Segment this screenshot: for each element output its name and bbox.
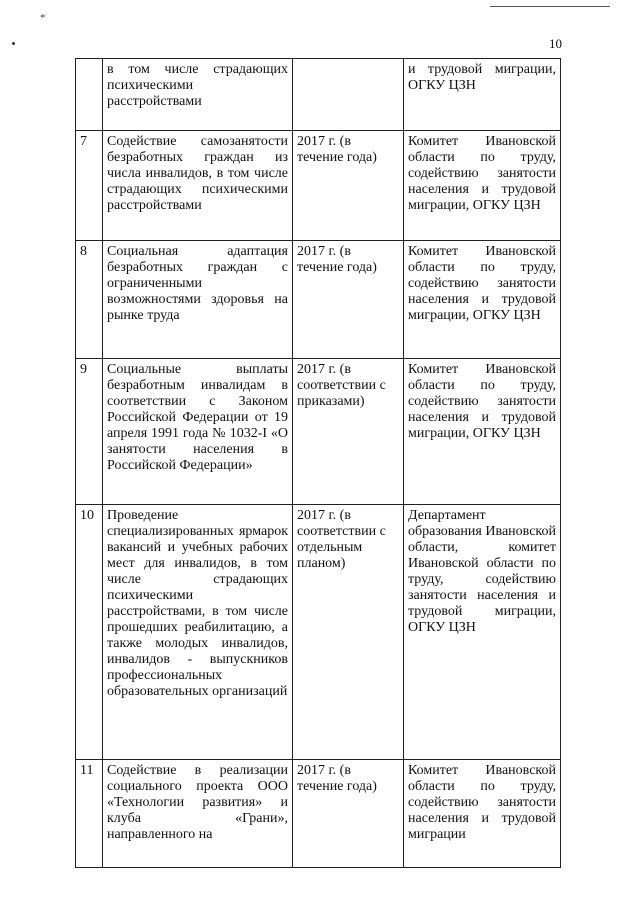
row-executor: Комитет Ивановской области по труду, содействию занятости населения и трудовой миграции, ОГКУ ЦЗН [404,241,561,359]
row-number: 10 [76,505,103,760]
row-executor: Департамент образования Ивановской области, комитет Ивановской области по труду, содействию занятости населения и трудовой миграции, ОГКУ ЦЗН [404,505,561,760]
measures-table [75,58,561,868]
row-number [76,59,103,131]
row-term: 2017 г. (в течение года) [293,131,404,241]
row-number: 7 [76,131,103,241]
row-description: Социальные выплаты безработным инвалидам в соответствии с Законом Российской Федерации от 19 апреля 1991 года № 1032-I «О занятости населения в Российской Федерации» [103,359,293,505]
row-description: Содействие самозанятости безработных граждан из числа инвалидов, в том числе страдающих психическими расстройствами [103,131,293,241]
table-row [76,760,561,868]
table-row [76,59,561,131]
row-description: в том числе страдающих психическими расстройствами [103,59,293,131]
row-description: Содействие в реализации социального проекта ООО «Технологии развития» и клуба «Грани», направленного на [103,760,293,868]
top-rule [490,6,610,7]
row-description: Социальная адаптация безработных граждан с ограниченными возможностями здоровья на рынке труда [103,241,293,359]
table-row [76,359,561,505]
row-description: Проведение специализированных ярмарок вакансий и учебных рабочих мест для инвалидов, в том числе страдающих психическими расстройствами, в том числе прошедших реабилитацию, а также молодых инвалидов, инвалидов - выпускников профессиональных образовательных организаций [103,505,293,760]
row-executor: Комитет Ивановской области по труду, содействию занятости населения и трудовой миграции, ОГКУ ЦЗН [404,359,561,505]
table-row [76,131,561,241]
row-executor: Комитет Ивановской области по труду, содействию занятости населения и трудовой миграции [404,760,561,868]
corner-mark: * [40,12,46,24]
row-term [293,59,404,131]
row-number: 8 [76,241,103,359]
scan-speck [12,42,15,45]
row-term: 2017 г. (в соответствии с приказами) [293,359,404,505]
row-number: 9 [76,359,103,505]
row-executor: Комитет Ивановской области по труду, содействию занятости населения и трудовой миграции, ОГКУ ЦЗН [404,131,561,241]
row-number: 11 [76,760,103,868]
table-row [76,241,561,359]
row-term: 2017 г. (в течение года) [293,760,404,868]
row-term: 2017 г. (в течение года) [293,241,404,359]
row-executor: и трудовой миграции, ОГКУ ЦЗН [404,59,561,131]
page-number: 10 [549,36,562,51]
row-term: 2017 г. (в соответствии с отдельным планом) [293,505,404,760]
table-row [76,505,561,760]
